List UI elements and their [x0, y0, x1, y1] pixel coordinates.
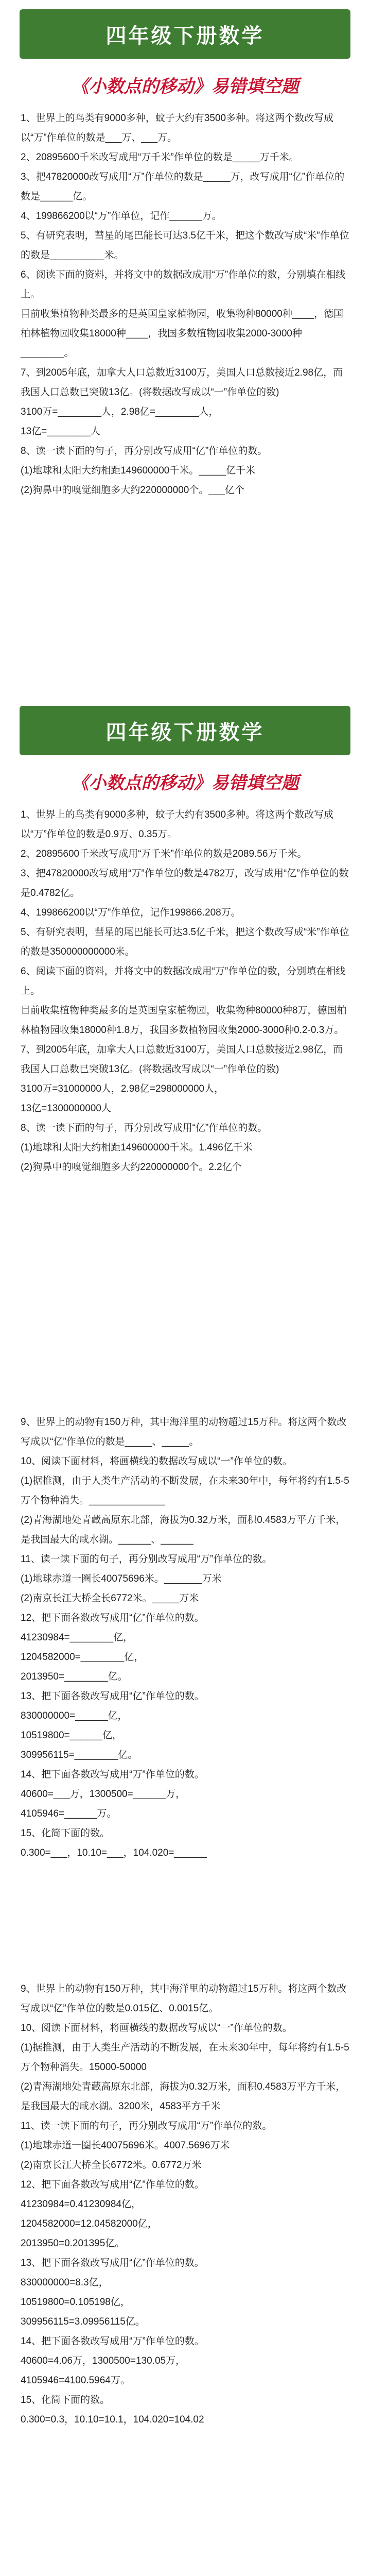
question-item: 40600=___万，1300500=______万， — [21, 1789, 186, 1800]
answer-item: 2、20895600千米改写成用“万千米”作单位的数是2089.56万千米。 — [21, 849, 307, 859]
answer-item: 3、把47820000改写成用“万”作单位的数是4782万，改写成用“亿”作单位的数是0.4782亿。 — [21, 868, 349, 899]
question-item: 2、20895600千米改写成用“万千米”作单位的数是_____万千米。 — [21, 152, 299, 163]
page-title: 四年级下册数学 — [20, 9, 350, 59]
question-item: 4、199866200以“万”作单位，记作______万。 — [21, 211, 222, 222]
question-item: 目前收集植物种类最多的是英国皇家植物园，收集物种80000种____，德国柏林植物园收集18000种____，我国多数植物园收集2000-3000种________。 — [21, 309, 344, 359]
page-subtitle: 《小数点的移动》易错填空题 — [71, 76, 299, 97]
answer-item: 10519800=0.105198亿， — [21, 2297, 130, 2308]
question-item: 9、世界上的动物有150万种，其中海洋里的动物超过15万种。将这两个数改写成以“亿”作单位的数是_____、_____。 — [21, 1417, 347, 1447]
answer-item: 309956115=3.09956115亿。 — [21, 2316, 145, 2327]
answer-item: 1204582000=12.04582000亿， — [21, 2218, 157, 2229]
answer-item: (2)狗鼻中的嗅觉细胞多大约220000000个。2.2亿个 — [21, 1162, 242, 1173]
question-item: (2)狗鼻中的嗅觉细胞多大约220000000个。___亿个 — [21, 485, 245, 496]
answer-item: 7、到2005年底，加拿大人口总数近3100万，美国人口总数接近2.98亿，而我国人口总数已突破13亿。(将数据改写成以“一”作单位的数) — [21, 1044, 343, 1075]
answer-item: 10、阅读下面材料，将画横线的数据改写成以“一”作单位的数。 — [21, 2023, 292, 2033]
answer-item: 5、有研究表明，彗星的尾巴能长可达3.5亿千米，把这个数改写成“米”作单位的数是350000000000米。 — [21, 927, 349, 957]
answer-item: 3100万=31000000人，2.98亿=298000000人， — [21, 1083, 224, 1094]
question-item: (1)据推测，由于人类生产活动的不断发展，在未来30年中，每年将约有1.5-5万个物种消失。______________ — [21, 1476, 349, 1506]
answer-item: 13亿=1300000000人 — [21, 1103, 111, 1114]
question-item: (2)青海湖地处青藏高原东北部，海拔为0.32万米，面积0.4583万平方千米，是我国最大的咸水湖。______、______ — [21, 1515, 346, 1545]
question-item: 5、有研究表明，彗星的尾巴能长可达3.5亿千米，把这个数改写成“米”作单位的数是__________米。 — [21, 230, 349, 261]
question-list — [0, 1401, 370, 1863]
question-item: 8、读一读下面的句子，再分别改写成用“亿”作单位的数。 — [21, 446, 268, 456]
question-item: 41230984=________亿， — [21, 1632, 133, 1643]
page-subtitle: 《小数点的移动》易错填空题 — [71, 773, 299, 793]
question-item: 7、到2005年底，加拿大人口总数近3100万，美国人口总数接近2.98亿，而我国人口总数已突破13亿。(将数据改写成以“一”作单位的数) — [21, 367, 343, 398]
answer-item: (2)青海湖地处青藏高原东北部，海拔为0.32万米，面积0.4583万平方千米，是我国最大的咸水湖。3200米，4583平方千米 — [21, 2081, 346, 2112]
answer-item: 4105946=4100.5964万。 — [21, 2375, 130, 2386]
section-questions-1-8 — [0, 9, 370, 500]
answer-item: 41230984=0.41230984亿， — [21, 2199, 142, 2210]
answer-item: 2013950=0.201395亿。 — [21, 2238, 125, 2249]
answer-item: 目前收集植物种类最多的是英国皇家植物园，收集物种80000种8万，德国柏林植物园收集18000种1.8万，我国多数植物园收集2000-3000种0.2-0.3万。 — [21, 1005, 347, 1036]
answer-item: 8、读一读下面的句子，再分别改写成用“亿”作单位的数。 — [21, 1123, 268, 1133]
question-item: (1)地球赤道一圈长40075696米。_______万米 — [21, 1573, 222, 1584]
question-list — [0, 97, 370, 500]
question-item: 13、把下面各数改写成用“亿”作单位的数。 — [21, 1691, 204, 1702]
page-title: 四年级下册数学 — [20, 706, 350, 755]
answer-item: (1)地球和太阳大约相距149600000千米。1.496亿千米 — [21, 1142, 253, 1153]
section-answers-1-8 — [0, 706, 370, 1177]
question-item: 4105946=______万。 — [21, 1808, 117, 1819]
answer-item: 40600=4.06万，1300500=130.05万， — [21, 2355, 186, 2366]
question-item: 11、读一读下面的句子，再分别改写成用“万”作单位的数。 — [21, 1554, 272, 1565]
answer-item: (1)据推测，由于人类生产活动的不断发展，在未来30年中，每年将约有1.5-5万个物种消失。15000-50000 — [21, 2042, 349, 2073]
question-item: (2)南京长江大桥全长6772米。_____万米 — [21, 1593, 199, 1604]
question-item: 2013950=________亿。 — [21, 1671, 128, 1682]
question-item: 6、阅读下面的资料，并将文中的数据改成用“万”作单位的数，分别填在相线上。 — [21, 269, 346, 300]
section-questions-9-15 — [0, 1401, 370, 1863]
answer-list — [0, 1968, 370, 2430]
question-item: 0.300=___，10.10=___，104.020=______ — [21, 1848, 207, 1858]
question-item: 12、把下面各数改写成用“亿”作单位的数。 — [21, 1613, 204, 1623]
answer-item: 0.300=0.3，10.10=10.1，104.020=104.02 — [21, 2414, 204, 2425]
question-item: 13亿=________人 — [21, 426, 100, 437]
question-item: 1204582000=________亿， — [21, 1652, 144, 1663]
answer-item: 9、世界上的动物有150万种，其中海洋里的动物超过15万种。将这两个数改写成以“亿”作单位的数是0.015亿、0.0015亿。 — [21, 1984, 347, 2014]
answer-item: 12、把下面各数改写成用“亿”作单位的数。 — [21, 2179, 204, 2190]
answer-item: 830000000=8.3亿， — [21, 2277, 109, 2288]
answer-item: 6、阅读下面的资料，并将文中的数据改成用“万”作单位的数，分别填在相线上。 — [21, 966, 346, 996]
question-item: 309956115=________亿。 — [21, 1750, 138, 1760]
question-item: 10、阅读下面材料，将画横线的数据改写成以“一”作单位的数。 — [21, 1456, 292, 1467]
question-item: 1、世界上的鸟类有9000多种，蚊子大约有3500多种。将这两个数改写成以“万”作单位的数是___万、___万。 — [21, 113, 334, 143]
answer-item: 14、把下面各数改写成用“万”作单位的数。 — [21, 2336, 204, 2347]
question-item: 830000000=______亿， — [21, 1710, 128, 1721]
question-item: 15、化简下面的数。 — [21, 1828, 110, 1839]
question-item: 14、把下面各数改写成用“万”作单位的数。 — [21, 1769, 204, 1780]
answer-item: 15、化简下面的数。 — [21, 2395, 110, 2405]
answer-item: 4、199866200以“万”作单位，记作199866.208万。 — [21, 907, 241, 918]
section-answers-9-15 — [0, 1968, 370, 2430]
question-item: (1)地球和太阳大约相距149600000千米。_____亿千米 — [21, 465, 256, 476]
answer-list — [0, 794, 370, 1177]
question-item: 3100万=________人，2.98亿=________人， — [21, 406, 219, 417]
answer-item: 13、把下面各数改写成用“亿”作单位的数。 — [21, 2258, 204, 2268]
answer-item: (2)南京长江大桥全长6772米。0.6772万米 — [21, 2160, 202, 2171]
answer-item: 11、读一读下面的句子，再分别改写成用“万”作单位的数。 — [21, 2121, 272, 2131]
question-item: 3、把47820000改写成用“万”作单位的数是_____万，改写成用“亿”作单位的数是______亿。 — [21, 172, 345, 202]
question-item: 10519800=______亿， — [21, 1730, 122, 1741]
answer-item: 1、世界上的鸟类有9000多种，蚊子大约有3500多种。将这两个数改写成以“万”作单位的数是0.9万、0.35万。 — [21, 809, 334, 840]
answer-item: (1)地球赤道一圈长40075696米。4007.5696万米 — [21, 2140, 230, 2151]
